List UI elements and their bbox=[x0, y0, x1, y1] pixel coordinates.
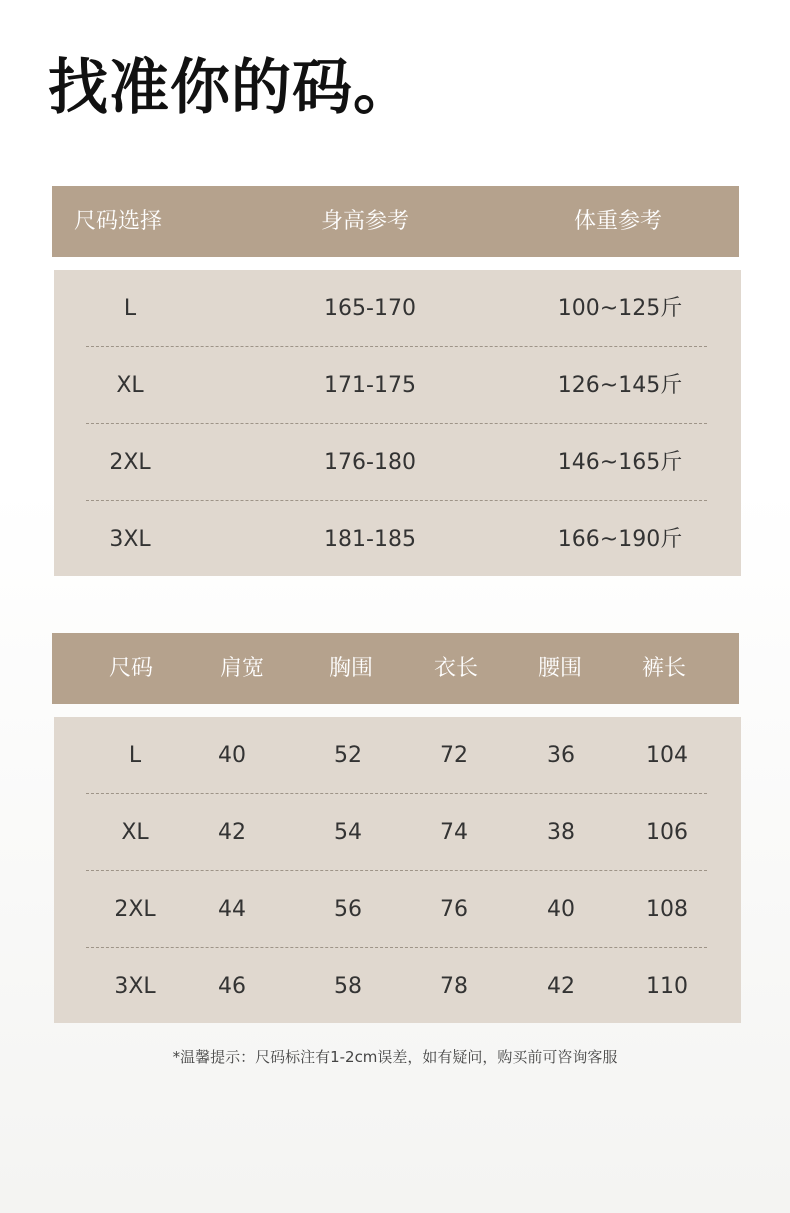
table-row bbox=[54, 270, 741, 347]
header-size: 尺码 bbox=[108, 656, 154, 681]
header-length: 衣长 bbox=[433, 656, 479, 681]
size-cell: 3XL bbox=[114, 974, 156, 999]
pants-length-cell: 108 bbox=[646, 897, 688, 922]
shoulder-cell: 40 bbox=[218, 743, 246, 768]
shoulder-cell: 42 bbox=[218, 820, 246, 845]
weight-cell: 126~145斤 bbox=[557, 373, 683, 398]
length-cell: 76 bbox=[440, 897, 468, 922]
waist-cell: 42 bbox=[547, 974, 575, 999]
pants-length-cell: 106 bbox=[646, 820, 688, 845]
length-cell: 72 bbox=[440, 743, 468, 768]
header-chest: 胸围 bbox=[328, 656, 374, 681]
shoulder-cell: 46 bbox=[218, 974, 246, 999]
chest-cell: 58 bbox=[334, 974, 362, 999]
length-cell: 74 bbox=[440, 820, 468, 845]
size-tip-note: *温馨提示：尺码标注有1-2cm误差，如有疑问，购买前可咨询客服 bbox=[172, 1048, 618, 1066]
height-cell: 165-170 bbox=[324, 296, 416, 321]
waist-cell: 38 bbox=[547, 820, 575, 845]
size-cell: L bbox=[128, 743, 142, 768]
weight-cell: 100~125斤 bbox=[557, 296, 683, 321]
header-size-select: 尺码选择 bbox=[73, 209, 163, 234]
weight-cell: 146~165斤 bbox=[557, 450, 683, 475]
height-cell: 171-175 bbox=[324, 373, 416, 398]
pants-length-cell: 110 bbox=[646, 974, 688, 999]
table-row bbox=[54, 794, 741, 871]
table-row bbox=[54, 424, 741, 501]
chest-cell: 52 bbox=[334, 743, 362, 768]
waist-cell: 36 bbox=[547, 743, 575, 768]
size-cell: 2XL bbox=[109, 450, 151, 475]
height-cell: 181-185 bbox=[324, 527, 416, 552]
header-height: 身高参考 bbox=[320, 209, 410, 234]
header-shoulder: 肩宽 bbox=[219, 656, 265, 681]
chest-cell: 54 bbox=[334, 820, 362, 845]
measurement-header bbox=[52, 633, 739, 704]
size-guide-table bbox=[54, 270, 741, 576]
table-row bbox=[54, 501, 741, 576]
waist-cell: 40 bbox=[547, 897, 575, 922]
page-title: 找准你的码。 bbox=[48, 53, 414, 123]
header-weight: 体重参考 bbox=[573, 209, 663, 234]
table-row bbox=[54, 948, 741, 1023]
size-cell: 2XL bbox=[114, 897, 156, 922]
length-cell: 78 bbox=[440, 974, 468, 999]
size-cell: 3XL bbox=[109, 527, 151, 552]
table-row bbox=[54, 717, 741, 794]
header-pants-length: 裤长 bbox=[641, 656, 687, 681]
header-waist: 腰围 bbox=[537, 656, 583, 681]
shoulder-cell: 44 bbox=[218, 897, 246, 922]
measurement-table bbox=[54, 717, 741, 1023]
chest-cell: 56 bbox=[334, 897, 362, 922]
size-cell: XL bbox=[121, 820, 149, 845]
height-cell: 176-180 bbox=[324, 450, 416, 475]
pants-length-cell: 104 bbox=[646, 743, 688, 768]
size-cell: XL bbox=[116, 373, 144, 398]
weight-cell: 166~190斤 bbox=[557, 527, 683, 552]
size-guide-header bbox=[52, 186, 739, 257]
table-row bbox=[54, 871, 741, 948]
size-cell: L bbox=[123, 296, 137, 321]
table-row bbox=[54, 347, 741, 424]
